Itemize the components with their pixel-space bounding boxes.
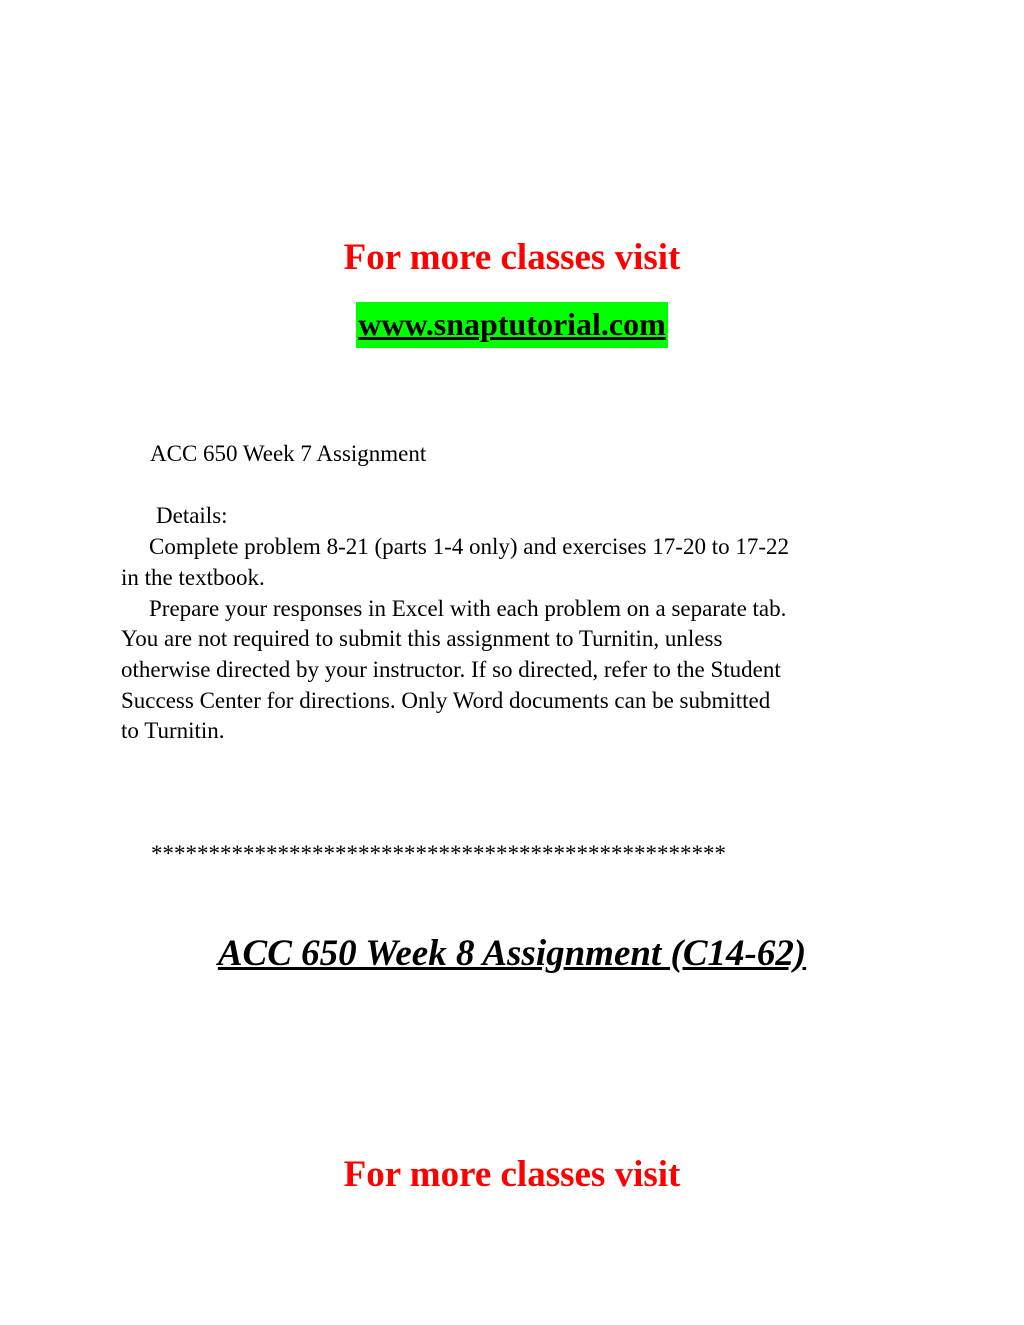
details-line: You are not required to submit this assignment to Turnitin, unless — [121, 626, 723, 651]
details-line: to Turnitin. — [121, 718, 225, 743]
details-label: Details: — [156, 503, 228, 528]
details-line: in the textbook. — [121, 565, 265, 590]
site-link[interactable]: www.snaptutorial.com — [356, 302, 668, 348]
details-line: Complete problem 8-21 (parts 1-4 only) and exercises 17-20 to 17-22 — [149, 534, 790, 559]
footer-visit-heading: For more classes visit — [343, 1154, 681, 1195]
details-line: Prepare your responses in Excel with each problem on a separate tab. — [149, 596, 787, 621]
assignment-title: ACC 650 Week 7 Assignment — [150, 441, 427, 466]
separator-stars: ************************************************** — [151, 841, 726, 866]
site-link-wrapper — [0, 302, 1024, 348]
next-assignment-title: ACC 650 Week 8 Assignment (C14-62) — [217, 933, 807, 974]
details-line: Success Center for directions. Only Word documents can be submitted — [121, 688, 771, 713]
visit-heading: For more classes visit — [343, 237, 681, 278]
details-line: otherwise directed by your instructor. If so directed, refer to the Student — [121, 657, 781, 682]
